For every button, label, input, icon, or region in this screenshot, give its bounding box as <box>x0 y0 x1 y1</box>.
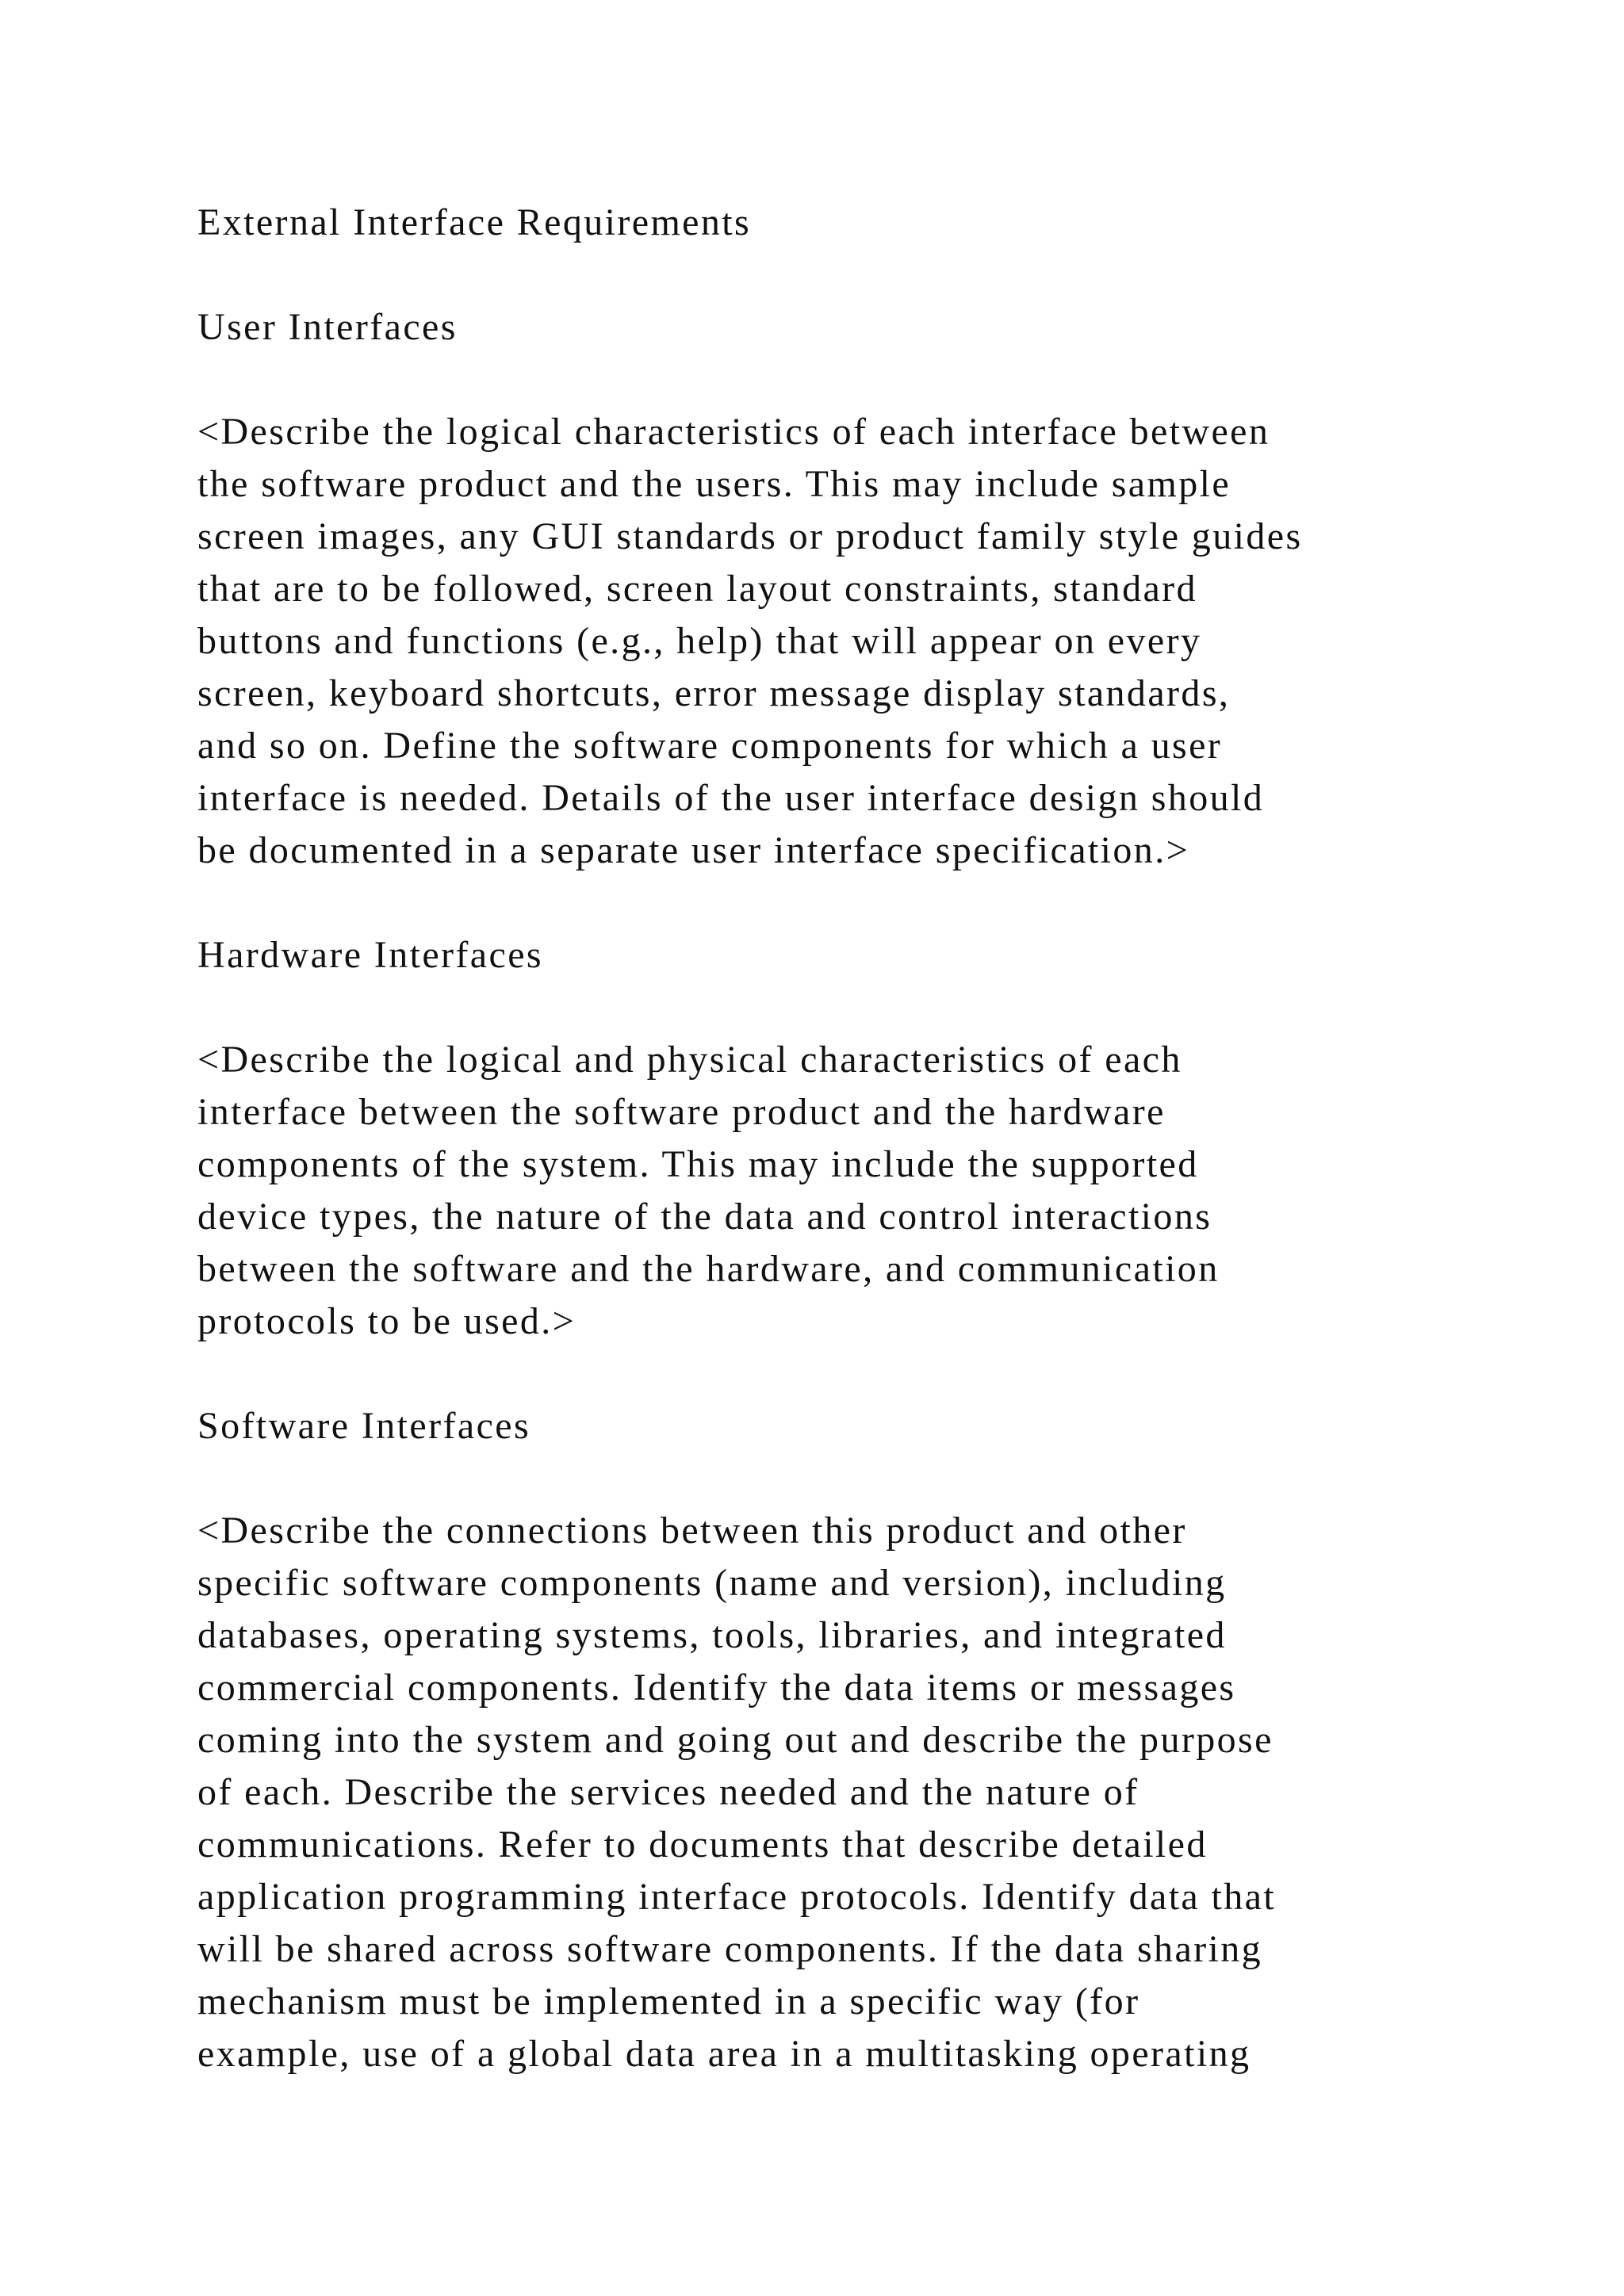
spacer <box>197 982 1545 1034</box>
paragraph-line: communications. Refer to documents that describe detailed <box>197 1823 1208 1866</box>
paragraph-line: and so on. Define the software components for which a user <box>197 725 1223 767</box>
paragraph-line: <Describe the connections between this product and other <box>197 1510 1187 1552</box>
spacer <box>197 249 1545 301</box>
section-heading-user-interfaces: User Interfaces <box>197 306 458 348</box>
paragraph-line: coming into the system and going out and describe the purpose <box>197 1719 1274 1761</box>
paragraph-line: that are to be followed, screen layout constraints, standard <box>197 568 1197 610</box>
section-body-hardware-interfaces <box>197 1034 1545 1348</box>
section-body-user-interfaces <box>197 406 1545 877</box>
paragraph-line: components of the system. This may include the supported <box>197 1143 1199 1185</box>
paragraph-line: buttons and functions (e.g., help) that will appear on every <box>197 620 1202 662</box>
paragraph-line: databases, operating systems, tools, libraries, and integrated <box>197 1614 1227 1656</box>
paragraph-line: protocols to be used.> <box>197 1300 576 1342</box>
document-body <box>197 197 1545 2080</box>
paragraph-line: be documented in a separate user interface specification.> <box>197 829 1190 871</box>
paragraph-line: <Describe the logical characteristics of each interface between <box>197 411 1270 453</box>
spacer <box>197 1348 1545 1400</box>
spacer <box>197 1452 1545 1505</box>
paragraph-line: will be shared across software components. If the data sharing <box>197 1928 1263 1970</box>
section-heading-software-interfaces: Software Interfaces <box>197 1405 531 1447</box>
paragraph-line: application programming interface protocols. Identify data that <box>197 1876 1277 1918</box>
paragraph-line: example, use of a global data area in a multitasking operating <box>197 2033 1251 2075</box>
paragraph-line: interface between the software product and the hardware <box>197 1091 1166 1133</box>
paragraph-line: screen images, any GUI standards or product family style guides <box>197 515 1303 557</box>
spacer <box>197 877 1545 929</box>
section-heading-hardware-interfaces: Hardware Interfaces <box>197 934 543 976</box>
paragraph-line: screen, keyboard shortcuts, error message display standards, <box>197 672 1231 714</box>
paragraph-line: interface is needed. Details of the user interface design should <box>197 777 1265 819</box>
spacer <box>197 354 1545 406</box>
paragraph-line: commercial components. Identify the data items or messages <box>197 1667 1236 1709</box>
section-body-software-interfaces <box>197 1505 1545 2080</box>
paragraph-line: <Describe the logical and physical characteristics of each <box>197 1039 1182 1081</box>
paragraph-line: device types, the nature of the data and control interactions <box>197 1196 1212 1238</box>
paragraph-line: mechanism must be implemented in a specific way (for <box>197 1980 1140 2022</box>
paragraph-line: specific software components (name and version), including <box>197 1562 1227 1604</box>
paragraph-line: between the software and the hardware, and communication <box>197 1248 1220 1290</box>
paragraph-line: of each. Describe the services needed and the nature of <box>197 1771 1139 1813</box>
document-title: External Interface Requirements <box>197 201 752 243</box>
paragraph-line: the software product and the users. This may include sample <box>197 463 1231 505</box>
